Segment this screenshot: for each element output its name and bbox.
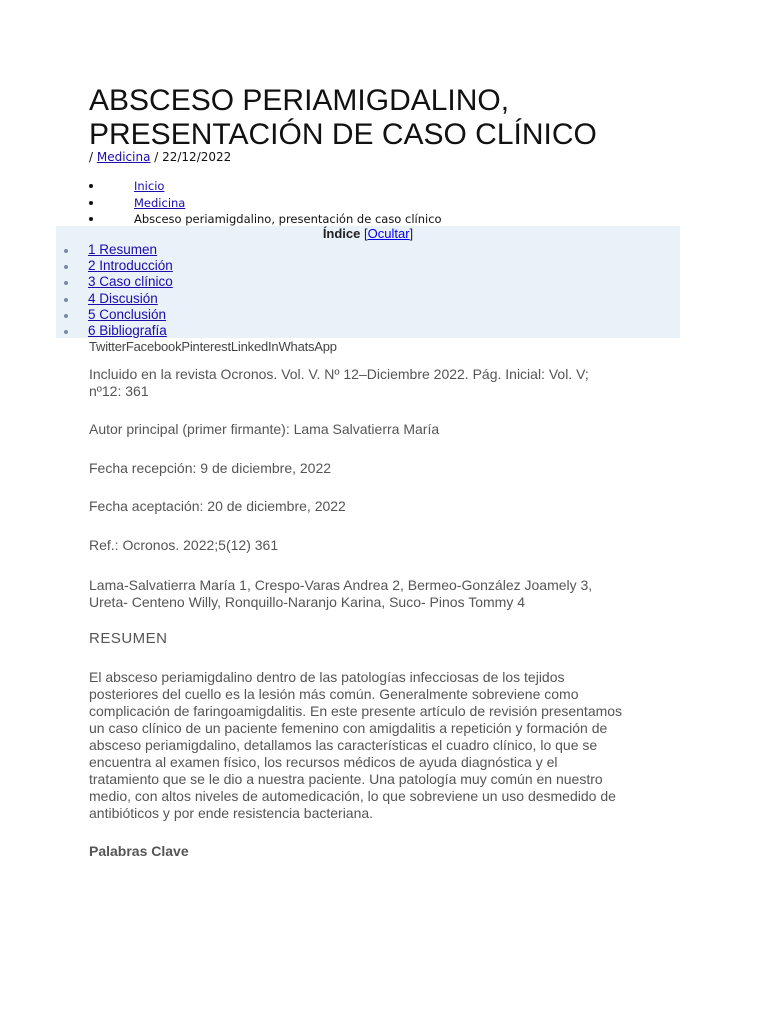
authors-line-2: Ureta- Centeno Willy, Ronquillo-Naranjo Karina, Suco- Pinos Tommy 4 [89,594,525,610]
share-links [89,339,337,354]
page-title [89,84,729,152]
breadcrumb-item-medicina[interactable] [0,195,442,212]
toc-hide-link[interactable]: Ocultar [367,226,410,241]
breadcrumb-link-inicio[interactable]: Inicio [134,179,165,193]
abstract-line: medio, con altos niveles de automedicación, lo que sobreviene un uso desmedido de [89,788,616,804]
meta-prefix: / [89,150,97,164]
author-line: Autor principal (primer firmante): Lama Salvatierra María [89,421,440,437]
breadcrumb-item-inicio[interactable] [0,178,442,195]
toc-item[interactable] [0,242,173,258]
share-twitter[interactable]: Twitter [89,339,126,354]
toc-link-introduccion[interactable]: 2 Introducción [88,258,173,274]
breadcrumb-link-medicina[interactable]: Medicina [134,195,186,210]
category-link[interactable]: Medicina [96,150,151,164]
share-linkedin[interactable]: LinkedIn [230,339,279,354]
share-whatsapp[interactable]: WhatsApp [278,339,337,354]
authors-list [89,577,689,611]
breadcrumb [0,178,442,228]
toc-list [0,242,173,339]
meta-separator: / [150,150,163,164]
toc-toggle-open: [ [364,226,368,241]
accepted-date: Fecha aceptación: 20 de diciembre, 2022 [89,498,346,514]
toc-item[interactable] [0,258,173,274]
abstract-line: El absceso periamigdalino dentro de las patologías infecciosas de los tejidos [89,669,565,685]
toc-link-resumen[interactable]: 1 Resumen [88,242,158,257]
breadcrumb-current-label: Absceso periamigdalino, presentación de caso clínico [134,212,442,226]
toc-link-discusion[interactable]: 4 Discusión [88,290,158,306]
toc-heading: Índice [322,226,361,241]
abstract-heading: RESUMEN [89,630,168,647]
page-title-line-1: ABSCESO PERIAMIGDALINO, [89,84,510,117]
toc-link-conclusion[interactable]: 5 Conclusión [88,306,167,322]
revista-info-line-2: nº12: 361 [89,383,149,399]
keywords-heading: Palabras Clave [89,843,189,859]
toc-item[interactable] [0,291,173,307]
abstract-line: antibióticos y por ende resistencia bacteriana. [89,805,374,821]
share-facebook[interactable]: Facebook [125,339,182,354]
toc-header [56,226,680,242]
post-date: 22/12/2022 [162,150,232,164]
toc-item[interactable] [0,307,173,323]
share-pinterest[interactable]: Pinterest [181,339,231,354]
toc-link-caso-clinico[interactable]: 3 Caso clínico [88,274,173,290]
abstract-line: posteriores del cuello es la lesión más común. Generalmente sobreviene como [89,686,579,702]
toc-link-bibliografia[interactable]: 6 Bibliografía [88,322,167,338]
post-meta [89,150,231,164]
revista-info-line-1: Incluido en la revista Ocronos. Vol. V. Nº 12–Diciembre 2022. Pág. Inicial: Vol. V; [89,366,589,382]
abstract-line: absceso periamigdalino, detallamos las características el cuadro clínico, lo que se [89,737,598,753]
revista-info [89,366,689,400]
toc-item[interactable] [0,323,173,339]
toc-toggle-close: ] [409,226,414,241]
authors-line-1: Lama-Salvatierra María 1, Crespo-Varas Andrea 2, Bermeo-González Joamely 3, [89,577,593,593]
toc-item[interactable] [0,274,173,290]
abstract-text [89,669,709,822]
received-date: Fecha recepción: 9 de diciembre, 2022 [89,460,332,476]
abstract-line: tratamiento que se le dio a nuestra paciente. Una patología muy común en nuestro [89,771,603,787]
abstract-line: un caso clínico de un paciente femenino con amigdalitis a repetición y formación de [89,720,608,736]
abstract-line: complicación de faringoamigdalitis. En este presente artículo de revisión presentamos [89,703,623,719]
abstract-line: encuentra al examen físico, los recursos médicos de ayuda diagnóstica y el [89,754,558,770]
page-title-line-2: PRESENTACIÓN DE CASO CLÍNICO [89,118,597,151]
reference: Ref.: Ocronos. 2022;5(12) 361 [89,537,279,553]
